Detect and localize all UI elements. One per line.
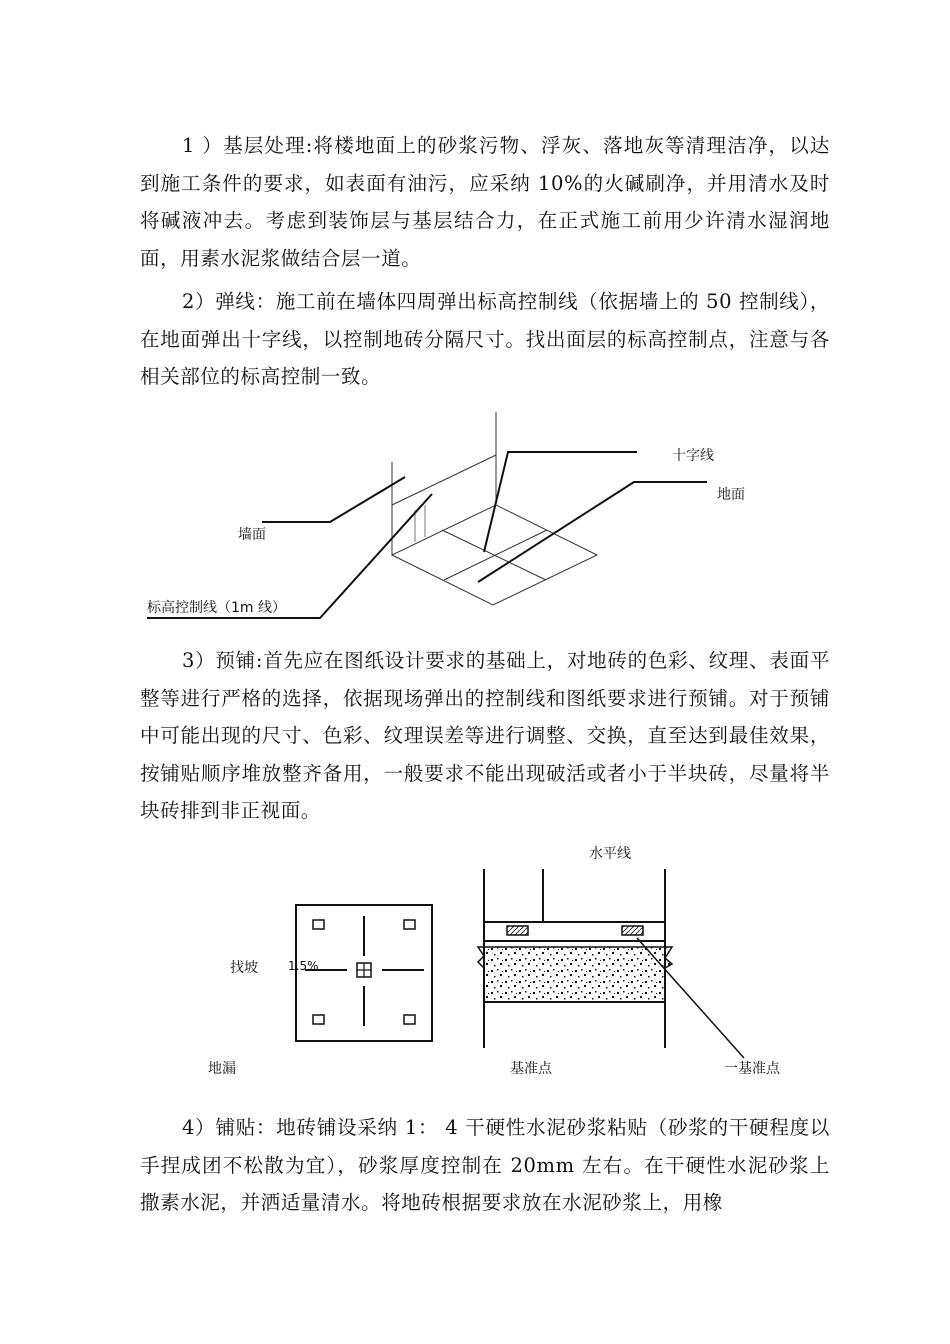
paragraph-tiling	[140, 1109, 830, 1222]
label-horizontal-line: 水平线	[589, 846, 631, 862]
plan-marker	[313, 920, 324, 929]
label-datum-point-2: 一基准点	[724, 1061, 780, 1077]
paragraph-3-text: 3）预铺:首先应在图纸设计要求的基础上，对地砖的色彩、纹理、表面平整等进行严格的选择，依据现场弹出的控制线和图纸要求进行预铺。对于预铺中可能出现的尺寸、色彩、纹理误差等进行调整、交换，直至达到最佳效果，按铺贴顺序堆放整齐备用，一般要求不能出现破活或者小于半块砖，尽量将半块砖排到非正视面。	[140, 649, 830, 822]
label-slope: 找坡	[230, 960, 258, 976]
plan-marker	[404, 920, 415, 929]
label-cross-line: 十字线	[672, 448, 714, 464]
label-floor-drain: 地漏	[208, 1061, 236, 1077]
label-datum-point: 基准点	[510, 1061, 552, 1077]
plan-marker	[404, 1015, 415, 1024]
label-ground: 地面	[717, 487, 745, 503]
paragraph-1-text: 1 ）基层处理:将楼地面上的砂浆污物、浮灰、落地灰等清理洁净，以达到施工条件的要求，如表面有油污，应采纳 10%的火碱刷净，并用清水及时将碱液冲去。考虑到装饰层与基层结合力，在正式施工前用少许清水湿润地面，用素水泥浆做结合层一道。	[140, 134, 830, 270]
label-level-line: 标高控制线（1m 线）	[147, 600, 286, 616]
paragraph-2-text: 2）弹线：施工前在墙体四周弹出标高控制线（依据墙上的 50 控制线），在地面弹出十字线，以控制地砖分隔尺寸。找出面层的标高控制点，注意与各相关部位的标高控制一致。	[140, 290, 830, 388]
paragraph-4-text: 4）铺贴：地砖铺设采纳 1： 4 干硬性水泥砂浆粘贴（砂浆的干硬程度以手捏成团不松散为宜），砂浆厚度控制在 20mm 左右。在干硬性水泥砂浆上撒素水泥，并洒适量清水。将地砖根据要求放在水泥砂浆上，用橡	[140, 1116, 830, 1214]
datum-block	[622, 926, 643, 935]
concrete-base	[478, 947, 672, 1002]
label-wall: 墙面	[238, 527, 266, 543]
plan-marker	[313, 1015, 324, 1024]
datum-block	[507, 926, 528, 935]
label-slope-value: 1.5%	[288, 959, 319, 973]
